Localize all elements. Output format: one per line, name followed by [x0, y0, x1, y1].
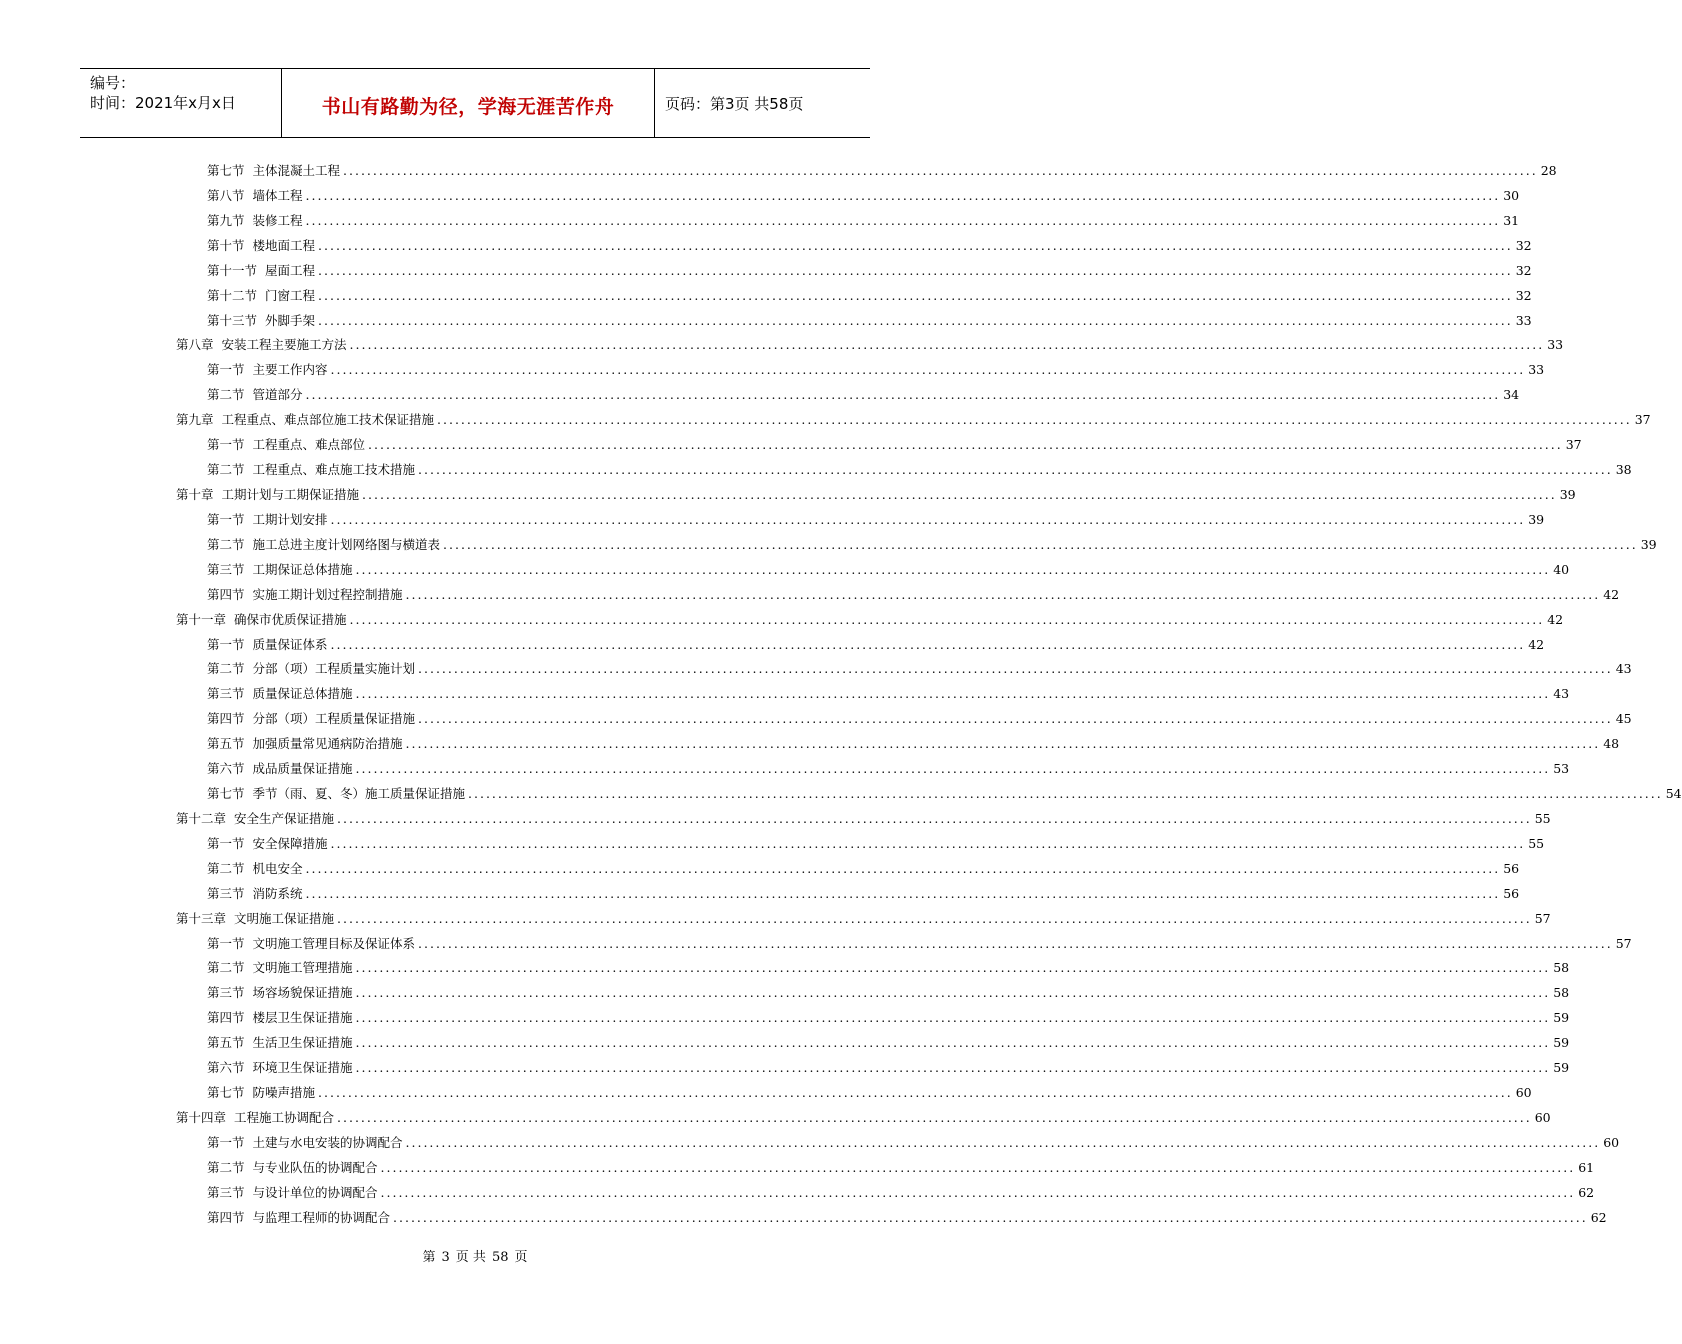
toc-entry-title: 工期计划与工期保证措施: [221, 487, 360, 502]
toc-dot-leader: ........................................................................................................................................................................................................: [337, 910, 1532, 926]
toc-entry[interactable]: [176, 809, 1551, 829]
toc-entry[interactable]: [207, 1058, 1570, 1078]
toc-entry-number: 第二节: [207, 462, 245, 477]
toc-entry-title: 场容场貌保证措施: [252, 985, 353, 1001]
toc-dot-leader: ........................................................................................................................................................................................................: [368, 437, 1563, 453]
toc-entry-page: 32: [1515, 287, 1532, 303]
page-header: [80, 68, 870, 138]
toc-entry-title: 与设计单位的协调配合: [252, 1184, 378, 1200]
toc-entry-title: 屋面工程: [265, 262, 316, 278]
toc-entry-title: 确保市优质保证措施: [234, 611, 347, 627]
toc-entry[interactable]: [207, 286, 1532, 306]
toc-entry-title: 分部（项）工程质量保证措施: [252, 711, 416, 727]
toc-entry-page: 42: [1603, 586, 1620, 602]
toc-entry-number: 第八节: [207, 187, 245, 203]
toc-entry-title: 防噪声措施: [252, 1085, 316, 1100]
toc-entry[interactable]: [207, 186, 1520, 206]
toc-entry-page: 57: [1534, 910, 1551, 926]
toc-dot-leader: ........................................................................................................................................................................................................: [330, 636, 1526, 652]
toc-entry-number: 第二节: [207, 387, 245, 403]
toc-entry-number: 第十一节: [207, 262, 258, 278]
toc-entry-page: 45: [1615, 711, 1632, 727]
toc-entry-title: 季节（雨、夏、冬）施工质量保证措施: [252, 786, 466, 801]
toc-dot-leader: ........................................................................................................................................................................................................: [305, 885, 1501, 901]
toc-entry-number: 第十一章: [176, 611, 227, 627]
toc-entry-number: 第二节: [207, 536, 245, 552]
toc-entry-number: 第十节: [207, 237, 245, 253]
toc-entry[interactable]: [207, 535, 1657, 555]
toc-entry-page: 30: [1503, 187, 1520, 203]
toc-entry-page: 42: [1547, 611, 1564, 627]
toc-entry-title: 安装工程主要施工方法: [221, 337, 347, 353]
toc-entry-number: 第三节: [207, 561, 245, 577]
toc-entry-number: 第四节: [207, 1010, 245, 1026]
toc-dot-leader: ........................................................................................................................................................................................................: [437, 412, 1632, 428]
toc-dot-leader: ........................................................................................................................................................................................................: [337, 810, 1532, 826]
toc-entry-page: 57: [1615, 935, 1632, 951]
toc-entry-number: 第六节: [207, 761, 245, 777]
toc-entry-title: 加强质量常见通病防治措施: [252, 736, 403, 752]
toc-entry-title: 文明施工管理目标及保证体系: [252, 935, 416, 951]
toc-entry-number: 第二节: [207, 1159, 245, 1175]
toc-entry-page: 59: [1553, 1010, 1570, 1026]
footer-total-pages: 58: [491, 1250, 509, 1265]
toc-dot-leader: ........................................................................................................................................................................................................: [318, 237, 1513, 253]
toc-entry[interactable]: [207, 734, 1620, 754]
toc-entry[interactable]: [207, 834, 1545, 854]
toc-entry-title: 实施工期计划过程控制措施: [252, 586, 403, 602]
toc-entry[interactable]: [207, 585, 1620, 605]
toc-entry-title: 工程施工协调配合: [234, 1110, 335, 1125]
toc-dot-leader: ........................................................................................................................................................................................................: [305, 187, 1501, 203]
toc-entry-page: 58: [1553, 985, 1570, 1001]
toc-entry[interactable]: [207, 560, 1570, 580]
toc-entry-number: 第五节: [207, 1035, 245, 1051]
footer-prefix: 第: [422, 1250, 436, 1265]
toc-entry[interactable]: [207, 784, 1682, 804]
toc-dot-leader: ........................................................................................................................................................................................................: [355, 1060, 1551, 1076]
toc-entry-number: 第四节: [207, 1209, 245, 1225]
toc-entry-title: 成品质量保证措施: [252, 761, 353, 777]
toc-entry-title: 工期保证总体措施: [252, 561, 353, 577]
toc-entry-title: 工程重点、难点部位: [252, 437, 366, 453]
toc-dot-leader: ........................................................................................................................................................................................................: [318, 262, 1513, 278]
toc-entry-title: 文明施工保证措施: [234, 910, 335, 926]
toc-dot-leader: ........................................................................................................................................................................................................: [405, 1134, 1601, 1150]
toc-entry[interactable]: [207, 435, 1582, 455]
toc-entry-title: 主体混凝土工程: [252, 163, 341, 178]
toc-entry[interactable]: [207, 884, 1520, 904]
toc-entry-title: 生活卫生保证措施: [252, 1035, 353, 1051]
toc-dot-leader: ........................................................................................................................................................................................................: [418, 462, 1613, 477]
toc-entry-page: 33: [1528, 362, 1545, 378]
toc-entry-number: 第三节: [207, 686, 245, 702]
toc-entry-number: 第七节: [207, 786, 245, 801]
toc-dot-leader: ........................................................................................................................................................................................................: [318, 1085, 1513, 1100]
toc-dot-leader: ........................................................................................................................................................................................................: [405, 586, 1601, 602]
toc-entry[interactable]: [207, 460, 1632, 480]
toc-entry-number: 第九章: [176, 412, 214, 428]
toc-entry[interactable]: [207, 983, 1570, 1003]
page-footer: [0, 1246, 950, 1265]
toc-entry-number: 第四节: [207, 711, 245, 727]
toc-entry-page: 59: [1553, 1035, 1570, 1051]
toc-entry-title: 施工总进主度计划网络图与横道表: [252, 536, 441, 552]
toc-dot-leader: ........................................................................................................................................................................................................: [405, 736, 1601, 752]
toc-dot-leader: ........................................................................................................................................................................................................: [380, 1159, 1576, 1175]
toc-entry[interactable]: [207, 261, 1532, 281]
toc-dot-leader: ........................................................................................................................................................................................................: [349, 611, 1545, 627]
toc-entry-number: 第一节: [207, 511, 245, 527]
toc-entry-number: 第一节: [207, 1134, 245, 1150]
toc-entry-page: 62: [1590, 1209, 1607, 1225]
toc-entry-page: 40: [1553, 561, 1570, 577]
toc-entry-number: 第十三章: [176, 910, 227, 926]
toc-dot-leader: ........................................................................................................................................................................................................: [337, 1110, 1532, 1125]
toc-entry-page: 37: [1565, 437, 1582, 453]
toc-entry-page: 37: [1634, 412, 1651, 428]
toc-entry-page: 60: [1534, 1110, 1551, 1125]
toc-entry-number: 第一节: [207, 935, 245, 951]
toc-entry-page: 48: [1603, 736, 1620, 752]
toc-entry-number: 第二节: [207, 661, 245, 677]
toc-entry[interactable]: [176, 610, 1564, 630]
toc-dot-leader: ........................................................................................................................................................................................................: [318, 312, 1513, 328]
toc-entry-page: 34: [1503, 387, 1520, 403]
toc-entry[interactable]: [207, 1083, 1532, 1103]
toc-entry-number: 第八章: [176, 337, 214, 353]
toc-entry-title: 质量保证总体措施: [252, 686, 353, 702]
toc-entry[interactable]: [207, 510, 1545, 530]
toc-entry[interactable]: [207, 360, 1545, 380]
toc-entry-title: 与专业队伍的协调配合: [252, 1159, 378, 1175]
toc-entry-page: 55: [1528, 835, 1545, 851]
toc-entry[interactable]: [207, 161, 1557, 181]
toc-dot-leader: ........................................................................................................................................................................................................: [330, 362, 1526, 378]
toc-entry-title: 分部（项）工程质量实施计划: [252, 661, 416, 677]
toc-dot-leader: ........................................................................................................................................................................................................: [355, 1035, 1551, 1051]
toc-entry[interactable]: [207, 1208, 1607, 1228]
toc-dot-leader: ........................................................................................................................................................................................................: [343, 163, 1538, 178]
toc-entry[interactable]: [207, 1008, 1570, 1028]
header-meta: [80, 69, 282, 137]
toc-entry-number: 第七节: [207, 1085, 245, 1100]
toc-entry[interactable]: [207, 1183, 1595, 1203]
toc-entry-number: 第四节: [207, 586, 245, 602]
toc-entry[interactable]: [207, 236, 1532, 256]
toc-entry[interactable]: [207, 1158, 1595, 1178]
header-page-info: 页码：第3页 共58页: [665, 94, 804, 113]
toc-entry-title: 安全保障措施: [252, 835, 328, 851]
toc-entry-number: 第十章: [176, 487, 214, 502]
toc-entry-page: 43: [1615, 661, 1632, 677]
toc-entry-page: 54: [1665, 786, 1682, 801]
toc-entry-page: 33: [1547, 337, 1564, 353]
toc-entry-page: 32: [1515, 237, 1532, 253]
toc-entry[interactable]: [176, 909, 1551, 929]
toc-dot-leader: ........................................................................................................................................................................................................: [355, 1010, 1551, 1026]
toc-entry[interactable]: [207, 635, 1545, 655]
toc-entry-page: 31: [1503, 212, 1520, 228]
toc-entry[interactable]: [207, 709, 1632, 729]
toc-entry[interactable]: [207, 859, 1520, 879]
toc-dot-leader: ........................................................................................................................................................................................................: [355, 960, 1551, 976]
toc-entry-number: 第一节: [207, 636, 245, 652]
toc-entry-title: 机电安全: [252, 860, 303, 876]
toc-entry-number: 第一节: [207, 437, 245, 453]
toc-entry-title: 工期计划安排: [252, 511, 328, 527]
toc-entry-number: 第三节: [207, 985, 245, 1001]
toc-entry-page: 60: [1515, 1085, 1532, 1100]
toc-entry-number: 第三节: [207, 1184, 245, 1200]
toc-entry-number: 第二节: [207, 960, 245, 976]
toc-entry-number: 第三节: [207, 885, 245, 901]
header-page-cell: [655, 69, 870, 137]
toc-entry-page: 58: [1553, 960, 1570, 976]
toc-entry-page: 59: [1553, 1060, 1570, 1076]
toc-entry[interactable]: [207, 759, 1570, 779]
toc-dot-leader: ........................................................................................................................................................................................................: [355, 686, 1551, 702]
toc-entry-page: 28: [1540, 163, 1557, 178]
footer-middle: 页 共: [455, 1250, 486, 1265]
toc-entry-page: 56: [1503, 860, 1520, 876]
toc-dot-leader: ........................................................................................................................................................................................................: [443, 536, 1638, 552]
toc-entry-number: 第十二节: [207, 287, 258, 303]
toc-entry-title: 装修工程: [252, 212, 303, 228]
date-label: 时间：2021年x月x日: [90, 94, 236, 112]
toc-entry-number: 第一节: [207, 835, 245, 851]
toc-dot-leader: ........................................................................................................................................................................................................: [305, 860, 1501, 876]
toc-entry[interactable]: [207, 1033, 1570, 1053]
toc-entry-title: 工程重点、难点部位施工技术保证措施: [221, 412, 435, 428]
toc-entry-title: 环境卫生保证措施: [252, 1060, 353, 1076]
toc-dot-leader: ........................................................................................................................................................................................................: [355, 561, 1551, 577]
serial-label: 编号：: [90, 74, 136, 92]
toc-entry-page: 32: [1515, 262, 1532, 278]
toc-dot-leader: ........................................................................................................................................................................................................: [330, 835, 1526, 851]
toc-dot-leader: ........................................................................................................................................................................................................: [305, 212, 1501, 228]
toc-dot-leader: ........................................................................................................................................................................................................: [330, 511, 1526, 527]
toc-entry-title: 文明施工管理措施: [252, 960, 353, 976]
toc-entry-title: 安全生产保证措施: [234, 810, 335, 826]
toc-dot-leader: ........................................................................................................................................................................................................: [393, 1209, 1588, 1225]
toc-entry[interactable]: [207, 211, 1520, 231]
toc-entry-title: 主要工作内容: [252, 362, 328, 378]
toc-entry-title: 与监理工程师的协调配合: [252, 1209, 391, 1225]
toc-entry-page: 61: [1578, 1159, 1595, 1175]
toc-entry-number: 第二节: [207, 860, 245, 876]
toc-entry[interactable]: [176, 410, 1651, 430]
toc-entry-number: 第七节: [207, 163, 245, 178]
toc-entry-number: 第十四章: [176, 1110, 227, 1125]
toc-entry-page: 38: [1615, 462, 1632, 477]
toc-entry-page: 39: [1528, 511, 1545, 527]
toc-entry-page: 53: [1553, 761, 1570, 777]
toc-entry[interactable]: [207, 934, 1632, 954]
toc-dot-leader: ........................................................................................................................................................................................................: [362, 487, 1557, 502]
toc-dot-leader: ........................................................................................................................................................................................................: [380, 1184, 1576, 1200]
toc-entry-page: 56: [1503, 885, 1520, 901]
toc-entry-number: 第十三节: [207, 312, 258, 328]
toc-entry-title: 消防系统: [252, 885, 303, 901]
toc-entry-number: 第十二章: [176, 810, 227, 826]
toc-dot-leader: ........................................................................................................................................................................................................: [418, 711, 1613, 727]
toc-entry[interactable]: [176, 485, 1576, 505]
footer-current-page: 3: [441, 1250, 450, 1265]
toc-entry-title: 楼层卫生保证措施: [252, 1010, 353, 1026]
toc-entry-title: 楼地面工程: [252, 237, 316, 253]
toc-entry[interactable]: [207, 311, 1532, 331]
toc-dot-leader: ........................................................................................................................................................................................................: [418, 935, 1613, 951]
toc-entry[interactable]: [176, 1108, 1551, 1128]
toc-entry-page: 39: [1559, 487, 1576, 502]
toc-dot-leader: ........................................................................................................................................................................................................: [349, 337, 1545, 353]
toc-entry-title: 土建与水电安装的协调配合: [252, 1134, 403, 1150]
toc-entry-title: 墙体工程: [252, 187, 303, 203]
toc-dot-leader: ........................................................................................................................................................................................................: [468, 786, 1663, 801]
toc-entry-number: 第六节: [207, 1060, 245, 1076]
toc-entry[interactable]: [207, 1133, 1620, 1153]
toc-dot-leader: ........................................................................................................................................................................................................: [418, 661, 1613, 677]
toc-entry-title: 管道部分: [252, 387, 303, 403]
toc-entry-page: 33: [1515, 312, 1532, 328]
toc-entry-page: 62: [1578, 1184, 1595, 1200]
toc-entry-title: 门窗工程: [265, 287, 316, 303]
toc-dot-leader: ........................................................................................................................................................................................................: [355, 985, 1551, 1001]
header-motto: 书山有路勤为径，学海无涯苦作舟: [321, 95, 615, 118]
toc-entry-page: 60: [1603, 1134, 1620, 1150]
toc-entry[interactable]: [207, 385, 1520, 405]
toc-dot-leader: ........................................................................................................................................................................................................: [305, 387, 1501, 403]
toc-entry-title: 质量保证体系: [252, 636, 328, 652]
toc-entry-number: 第一节: [207, 362, 245, 378]
toc-entry[interactable]: [207, 958, 1570, 978]
toc-dot-leader: ........................................................................................................................................................................................................: [318, 287, 1513, 303]
toc-entry-title: 外脚手架: [265, 312, 316, 328]
toc-entry-number: 第九节: [207, 212, 245, 228]
toc-entry-number: 第五节: [207, 736, 245, 752]
toc-dot-leader: ........................................................................................................................................................................................................: [355, 761, 1551, 777]
toc-entry[interactable]: [207, 684, 1570, 704]
toc-entry-page: 43: [1553, 686, 1570, 702]
toc-entry-page: 42: [1528, 636, 1545, 652]
toc-entry-page: 39: [1640, 536, 1657, 552]
toc-entry-title: 工程重点、难点施工技术措施: [252, 462, 416, 477]
toc-entry[interactable]: [207, 659, 1632, 679]
toc-entry[interactable]: [176, 335, 1564, 355]
toc-entry-page: 55: [1534, 810, 1551, 826]
footer-suffix: 页: [514, 1250, 528, 1265]
header-motto-cell: [282, 69, 655, 137]
